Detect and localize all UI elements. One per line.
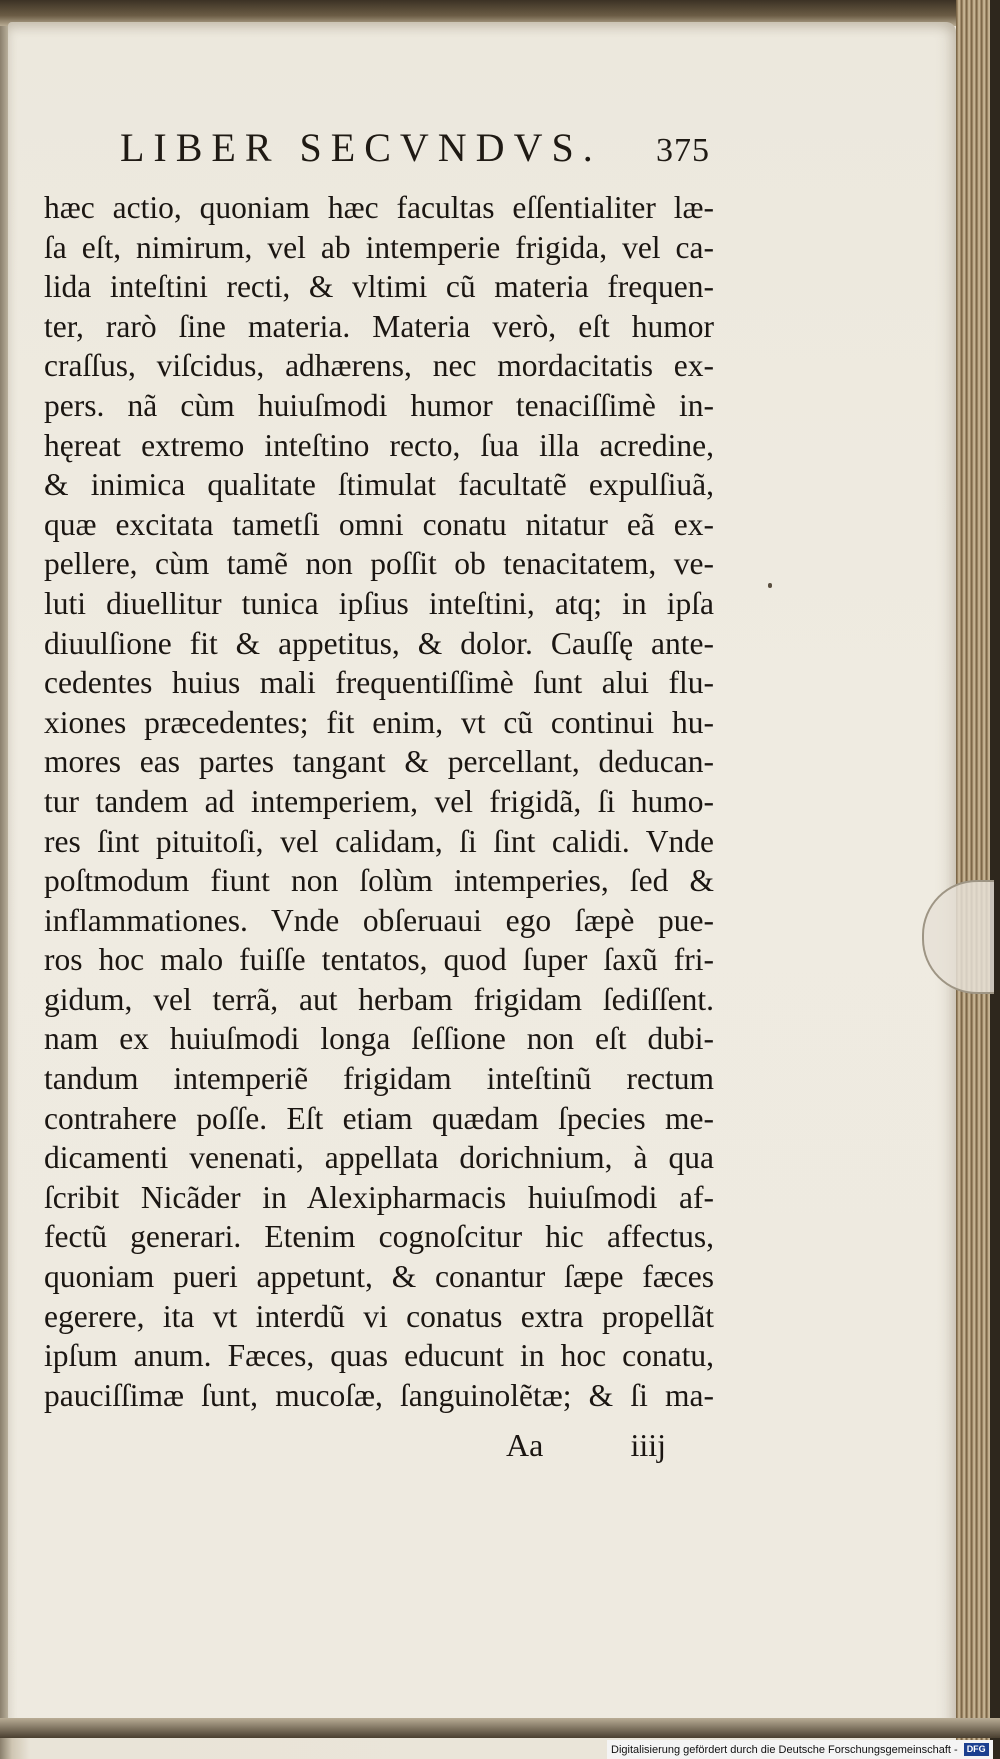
credit-text: Digitalisierung gefördert durch die Deutsche Forschungsgemeinschaft - [611,1743,958,1756]
running-head [120,124,710,176]
page-number: 375 [656,132,710,169]
text-line: mores eas partes tangant & percellant, deducan- [44,744,714,780]
text-line: quoniam pueri appetunt, & conantur ſæpe fæces [44,1259,714,1295]
book-bottom-edge [0,1718,1000,1738]
ink-speck [768,583,772,588]
text-line: gidum, vel terrã, aut herbam frigidam ſediſſent. [44,981,714,1017]
text-line: fectũ generari. Etenim cognoſcitur hic affectus, [44,1219,714,1255]
text-line: contrahere poſſe. Eſt etiam quædam ſpecies me- [44,1100,714,1136]
text-line: cedentes huius mali frequentiſſimè ſunt alui flu- [44,665,714,701]
signature-number: iiij [630,1427,666,1463]
text-line: tandum intemperiẽ frigidam inteſtinũ rectum [44,1061,714,1097]
text-line: egerere, ita vt interdũ vi conatus extra propellãt [44,1298,714,1334]
text-line: inflammationes. Vnde obſeruaui ego ſæpè pue- [44,902,714,938]
text-line: tur tandem ad intemperiem, vel frigidã, ſi humo- [44,783,714,819]
text-line: ros hoc malo fuiſſe tentatos, quod ſuper ſaxũ fri- [44,942,714,978]
text-line: pers. nã cùm huiuſmodi humor tenaciſſimè in- [44,387,714,423]
text-line: pauciſſimæ ſunt, mucoſæ, ſanguinolẽtæ; & ſi ma- [44,1377,714,1413]
text-line: hæc actio, quoniam hæc facultas eſſentialiter læ- [44,190,714,225]
signature-mark [506,1427,666,1464]
text-line: xiones præcedentes; fit enim, vt cũ continui hu- [44,704,714,740]
text-line: ſa eſt, nimirum, vel ab intemperie frigida, vel ca- [44,229,714,265]
text-line: & inimica qualitate ſtimulat facultatẽ expulſiuã, [44,467,714,503]
text-line: ſcribit Nicãder in Alexipharmacis huiuſmodi af- [44,1179,714,1215]
text-line: ipſum anum. Fæces, quas educunt in hoc conatu, [44,1338,714,1374]
text-line: poſtmodum fiunt non ſolùm intemperies, ſed & [44,863,714,899]
text-line: craſſus, viſcidus, adhærens, nec mordacitatis ex- [44,348,714,384]
text-line: hęreat extremo inteſtino recto, ſua illa acredine, [44,427,714,463]
text-line: lida inteſtini recti, & vltimi cũ materia frequen- [44,269,714,305]
running-title: LIBER SECVNDVS. [120,125,602,170]
dfg-logo: DFG [964,1743,989,1756]
text-line: quæ excitata tametſi omni conatu nitatur eã ex- [44,506,714,542]
digitization-credit [607,1740,993,1759]
text-line: diuulſione fit & appetitus, & dolor. Cauſſę ante- [44,625,714,661]
text-line: ter, rarò ſine materia. Materia verò, eſt humor [44,308,714,344]
text-line: res ſint pituitoſi, vel calidam, ſi ſint calidi. Vnde [44,823,714,859]
text-line: luti diuellitur tunica ipſius inteſtini, atq; in ipſa [44,585,714,621]
signature-letters: Aa [506,1427,544,1463]
text-line: dicamenti venenati, appellata dorichnium, à qua [44,1140,714,1176]
body-text [44,188,714,1415]
text-line: pellere, cùm tamẽ non poſſit ob tenacitatem, ve- [44,546,714,582]
text-line: nam ex huiuſmodi longa ſeſſione non eſt dubi- [44,1021,714,1057]
